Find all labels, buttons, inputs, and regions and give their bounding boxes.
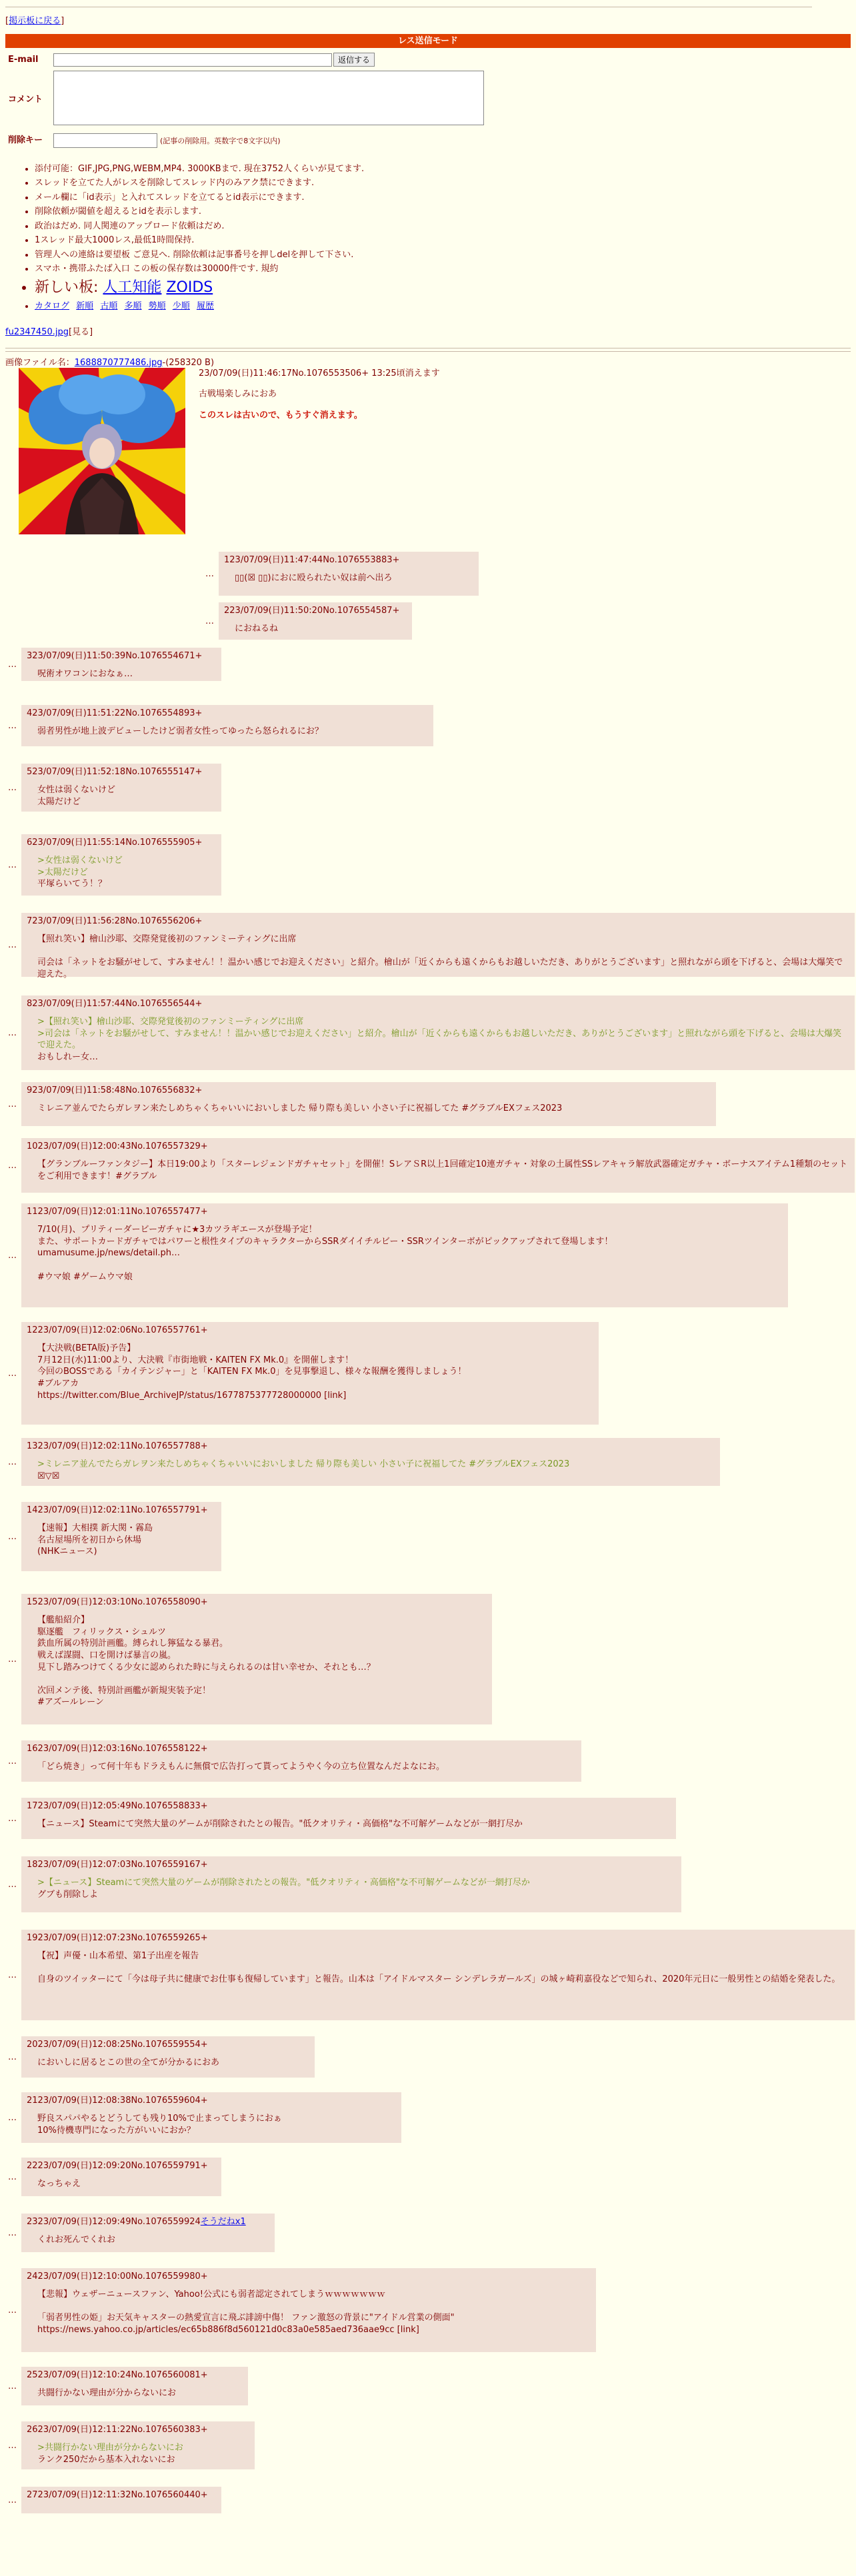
body-line: ミレニア並んでたらガレヲン来たしめちゃくちゃいいにおいしました 帰り際も美しい 小さい子に祝福してた #グラブルEXフェス2023	[37, 1103, 563, 1114]
body-line: おもしれー女…	[37, 1051, 99, 1062]
sort-few-link[interactable]: 少順	[172, 301, 190, 311]
rule-item: • メール欄に「id表示」と入れてスレッドを立てるとid表示にできます.	[35, 192, 851, 204]
reply-mode-bar: レス送信モード	[5, 34, 851, 49]
reply-gutter: …	[8, 659, 17, 670]
body-line: 10%待機専門になった方がいいにおか？	[37, 2125, 195, 2136]
delete-key-label: 削除キー	[8, 135, 43, 145]
reply-body	[37, 1614, 487, 1708]
reply-number: 1	[224, 554, 230, 565]
reply-header[interactable]	[27, 916, 849, 928]
reply-body	[37, 2178, 216, 2190]
body-line: umamusume.jp/news/detail.ph…	[37, 1248, 181, 1259]
reply-number: 19	[27, 1932, 38, 1943]
reply-body	[37, 1761, 576, 1773]
reply-body	[37, 1818, 671, 1830]
reply-number: 13	[27, 1441, 38, 1451]
rule-item: • 添付可能：GIF,JPG,PNG,WEBM,MP4. 3000KBまで. 現在3752人くらいが見てます.	[35, 163, 851, 175]
body-line: 自身のツイッターにて「今は母子共に健康でお仕事も復帰しています」と報告。山本は「アイドルマスター シンデレラガールズ」の城ヶ崎莉嘉役などで知られ、2020年元日に一般男性との結婚を発表した。	[37, 1974, 841, 1985]
body-line: 野良スパパやるとどうしても残り10%で止まってしまうにおぁ	[37, 2114, 282, 2124]
submit-reply-button[interactable]: 返信する	[333, 53, 375, 67]
reply-box	[21, 995, 855, 1070]
reply-number: 5	[27, 766, 33, 777]
uploaded-file-line	[5, 326, 851, 338]
reply-header[interactable]	[224, 605, 407, 617]
body-line: 見下し踏みつけてくる少女に認められた時に与えられるのは甘い幸せか、それとも…？	[37, 1662, 375, 1672]
reply-box	[21, 2421, 255, 2469]
history-link[interactable]: 履歴	[196, 301, 214, 311]
reply-header[interactable]	[27, 2039, 309, 2051]
body-line: https://twitter.com/Blue_ArchiveJP/status/1677875377728000000 [link]	[37, 1390, 347, 1401]
back-to-board-link[interactable]: 掲示板に戻る	[9, 16, 61, 26]
body-line: 鉄血所属の特別計画艦。縛られし獰猛なる暴君。	[37, 1638, 229, 1649]
reply-box	[21, 648, 221, 681]
new-boards-label: 新しい板:	[35, 279, 99, 297]
reply-box	[21, 1082, 716, 1126]
reply-body	[37, 726, 428, 738]
reply-header[interactable]	[27, 2160, 216, 2172]
body-line: におねるね	[235, 624, 279, 634]
reply-body	[37, 934, 849, 980]
body-line	[37, 1259, 783, 1271]
reply-gutter: …	[8, 860, 17, 870]
reply-meta[interactable]: 23/07/09(日)11:47:44No.1076553883+	[229, 554, 400, 565]
reply-gutter: …	[8, 1457, 17, 1467]
reply-meta[interactable]: 23/07/09(日)12:10:24No.1076560081+	[37, 2369, 208, 2380]
body-line: また、サポートカードガチャではパワーと根性タイプのキャラクターからSSRダイイチルビー・SSRツインターボがピックアップされて登場します！	[37, 1236, 613, 1247]
op-post	[199, 368, 440, 422]
body-line: 弱者男性が地上波デビューしたけど弱者女性ってゆったら怒られるにお？	[37, 726, 323, 737]
reply-number: 23	[27, 2216, 38, 2227]
reply-box	[21, 1322, 599, 1425]
reply-header[interactable]	[27, 1505, 216, 1517]
reply-gutter: …	[8, 1099, 17, 1109]
reply-box	[21, 2158, 221, 2196]
op-file-info	[5, 357, 851, 369]
reply-gutter: …	[8, 782, 17, 793]
body-line	[37, 1673, 487, 1685]
body-line: 【大決戦(BETA版)予告】	[37, 1343, 136, 1354]
reply-gutter: …	[8, 2495, 17, 2505]
body-line: 平塚らいてう！？	[37, 879, 107, 890]
body-line: 7/10(月)、プリティーダービーガチャに★3カツラギエースが登場予定！	[37, 1225, 317, 1235]
reply-body	[37, 1224, 783, 1283]
op-body: 古戦場楽しみにおあ	[199, 389, 277, 400]
reply-body	[37, 2057, 309, 2069]
reply-header[interactable]	[27, 1206, 783, 1218]
body-line: 今回のBOSSである「カイテンジャー」と「KAITEN FX Mk.0」を見事撃退し、様々な報酬を獲得しましょう！	[37, 1367, 467, 1377]
reply-meta[interactable]: 23/07/09(日)12:08:38No.1076559604+	[37, 2095, 208, 2106]
reply-meta[interactable]: 23/07/09(日)12:02:06No.1076557761+	[37, 1325, 208, 1335]
reply-box	[21, 1438, 720, 1486]
body-line: 共闘行かない理由が分からないにお	[37, 2388, 177, 2399]
op-thumbnail-image[interactable]	[19, 368, 185, 534]
body-line: においしに居るとこの世の全てが分かるにおあ	[37, 2058, 220, 2068]
body-line: 【ニュース】Steamにて突然大量のゲームが削除されたとの報告。"低クオリティ・高価格"な不可解ゲームなどが一網打尽か	[37, 1819, 523, 1830]
reply-body	[37, 1950, 849, 1986]
new-board-link-zoids[interactable]: ZOIDS	[166, 279, 213, 297]
body-line: #ブルアカ	[37, 1378, 79, 1389]
reply-body	[37, 1459, 715, 1482]
reply-gutter: …	[8, 2052, 17, 2062]
reply-meta[interactable]: 23/07/09(日)11:58:48No.1076556832+	[32, 1085, 203, 1095]
reply-meta[interactable]: 23/07/09(日)12:07:23No.1076559265+	[37, 1932, 208, 1943]
reply-box	[21, 1594, 492, 1724]
reply-number: 25	[27, 2369, 38, 2380]
reply-meta[interactable]: 23/07/09(日)12:05:49No.1076558833+	[37, 1800, 208, 1811]
reply-header[interactable]	[27, 837, 216, 849]
catalog-link[interactable]: カタログ	[35, 301, 70, 311]
delete-key-input[interactable]	[53, 133, 157, 148]
reply-header[interactable]	[27, 2369, 243, 2381]
reply-number: 3	[27, 650, 33, 661]
reply-gutter: …	[8, 1368, 17, 1379]
body-line	[37, 1962, 849, 1974]
reply-meta[interactable]: 23/07/09(日)12:07:03No.1076559167+	[37, 1859, 208, 1870]
body-line: https://news.yahoo.co.jp/articles/ec65b886f8d560121d0c83a0e585aed736aae9cc [link]	[37, 2324, 419, 2335]
reply-gutter: …	[8, 2440, 17, 2451]
reply-box	[21, 2487, 221, 2513]
board-rules	[35, 163, 851, 313]
body-line: 【祝】声優・山本希望、第1子出産を報告	[37, 1951, 199, 1962]
reply-header[interactable]	[27, 2271, 591, 2283]
reply-meta[interactable]: 23/07/09(日)12:03:16No.1076558122+	[37, 1743, 208, 1754]
quote-line: >司会は「ネットをお騒がせして、すみません！！温かい感じでお迎えください」と紹介。檜山が「近くからも遠くからもお越しいただき、ありがとうございます」と照れながら頭を下げると、会場は大爆笑で迎えた。	[37, 1028, 842, 1051]
reply-header[interactable]	[27, 2095, 396, 2107]
reply-header[interactable]	[27, 2216, 269, 2228]
quote-line: >【ニュース】Steamにて突然大量のゲームが削除されたとの報告。"低クオリティ・高価格"な不可解ゲームなどが一網打尽か	[37, 1878, 530, 1888]
body-line: くれお死んでくれお	[37, 2235, 116, 2246]
reply-number: 8	[27, 998, 33, 1009]
reply-meta[interactable]: 23/07/09(日)12:11:22No.1076560383+	[37, 2424, 208, 2435]
expire-warning: このスレは古いので、もうすぐ消えます。	[199, 410, 363, 420]
reply-header[interactable]	[27, 2489, 216, 2501]
reply-number: 14	[27, 1505, 38, 1515]
body-line: 次回メンテ後、特別計画艦が新規実装予定！	[37, 1685, 211, 1696]
email-input[interactable]	[53, 53, 332, 67]
body-line: 【照れ笑い】檜山沙耶、交際発覚後初のファンミーティングに出席	[37, 934, 297, 945]
reply-number: 20	[27, 2039, 38, 2050]
reply-number: 12	[27, 1325, 38, 1335]
reply-body	[235, 623, 407, 635]
body-line	[37, 946, 849, 958]
body-line: 戦えば謀闘、口を開けば暴言の嵐。	[37, 1650, 177, 1660]
reply-box	[21, 1856, 681, 1912]
quote-line: >【照れ笑い】檜山沙耶、交際発覚後初のファンミーティングに出席	[37, 1017, 304, 1027]
body-line: グブも削除しよ	[37, 1889, 99, 1900]
reply-meta[interactable]: 23/07/09(日)12:02:11No.1076557791+	[37, 1505, 208, 1515]
rule-item: • 政治はだめ. 同人関連のアップロード依頼はだめ.	[35, 221, 851, 233]
body-line: 女性は弱くないけど	[37, 785, 116, 796]
reply-box	[21, 2268, 596, 2352]
reply-gutter: …	[8, 1531, 17, 1542]
reply-box	[21, 834, 221, 896]
sort-new-link[interactable]: 新順	[76, 301, 94, 311]
reply-number: 18	[27, 1859, 38, 1870]
comment-textarea[interactable]	[53, 71, 484, 125]
reply-meta[interactable]: 23/07/09(日)11:56:28No.1076556206+	[32, 916, 203, 926]
body-line: 「弱者男性の姫」お天気キャスターの熱愛宣言に飛ぶ誹謗中傷！ ファン激怒の背景に"アイドル営業の側面"	[37, 2313, 455, 2323]
body-line: 「どら焼き」って何十年もドラえもんに無償で広告打って貰ってようやく今の立ち位置なんだよなにお。	[37, 1762, 445, 1772]
new-boards-item	[35, 278, 851, 298]
reply-meta[interactable]: 23/07/09(日)12:02:11No.1076557788+	[37, 1441, 208, 1451]
reply-gutter: …	[8, 1813, 17, 1824]
reply-box	[21, 764, 221, 812]
reply-body	[37, 668, 216, 680]
quote-line: >ミレニア並んでたらガレヲン来たしめちゃくちゃいいにおいしました 帰り際も美しい 小さい子に祝福してた #グラブルEXフェス2023	[37, 1459, 570, 1470]
reply-meta[interactable]: 23/07/09(日)12:00:43No.1076557329+	[37, 1141, 208, 1151]
rule-item: • スレッドを立てた人がレスを削除してスレッド内のみアク禁にできます.	[35, 177, 851, 189]
reply-header[interactable]	[27, 998, 849, 1010]
delete-key-note: (記事の削除用。英数字で8文字以内)	[160, 137, 281, 146]
reply-meta[interactable]: 23/07/09(日)12:11:32No.1076560440+	[37, 2489, 208, 2500]
reply-meta[interactable]: 23/07/09(日)11:57:44No.1076556544+	[32, 998, 203, 1009]
quote-line: >女性は弱くないけど	[37, 856, 123, 866]
reply-body	[37, 1103, 711, 1115]
body-line: なっちゃえ	[37, 2179, 81, 2190]
body-line: 【艦船紹介】	[37, 1615, 90, 1626]
sort-momentum-link[interactable]: 勢順	[148, 301, 166, 311]
reply-number: 6	[27, 837, 33, 848]
body-line: 呪術オワコンにおなぁ…	[37, 669, 133, 680]
body-line: 【悲報】ウェザーニュースファン、Yahoo!公式にも弱者認定されてしまうｗｗｗｗｗｗｗ	[37, 2289, 386, 2300]
reply-header[interactable]	[27, 708, 428, 720]
reply-number: 7	[27, 916, 33, 926]
reply-body	[37, 855, 216, 890]
rule-item[interactable]: • 管理人への連絡は要望板 ご意見へ. 削除依頼は記事番号を押しdelを押して下さい.	[35, 249, 851, 261]
reply-header[interactable]	[27, 1597, 487, 1609]
op-header[interactable]: 23/07/09(日)11:46:17No.1076553506+ 13:25頃消えます	[199, 368, 440, 378]
reply-body	[37, 2113, 396, 2136]
reply-meta[interactable]: 23/07/09(日)11:52:18No.1076555147+	[32, 766, 203, 777]
reply-meta[interactable]: 23/07/09(日)11:55:14No.1076555905+	[32, 837, 203, 848]
body-line: ランク250だから基本入れないにお	[37, 2454, 175, 2465]
reply-body	[37, 2234, 269, 2246]
reply-gutter: …	[8, 1970, 17, 1980]
view-file-suffix[interactable]: [見る]	[68, 327, 93, 338]
reply-gutter: …	[8, 1879, 17, 1890]
sodane-button[interactable]: そうだねx1	[200, 2216, 246, 2227]
reply-number: 24	[27, 2271, 38, 2281]
reply-header[interactable]	[27, 1085, 711, 1097]
reply-gutter: …	[8, 2172, 17, 2182]
reply-number: 10	[27, 1141, 38, 1151]
reply-box	[21, 2036, 315, 2078]
reply-form	[5, 51, 487, 150]
reply-number: 2	[224, 605, 230, 616]
reply-number: 9	[27, 1085, 33, 1095]
body-line: 太陽だけど	[37, 796, 81, 807]
reply-box	[21, 705, 433, 746]
body-line: #ウマ娘 #ゲームウマ娘	[37, 1271, 133, 1282]
reply-box	[219, 552, 479, 596]
reply-box	[21, 2214, 275, 2252]
quote-line: >太陽だけど	[37, 867, 88, 878]
reply-header[interactable]	[27, 766, 216, 778]
body-line: (NHKニュース)	[37, 1547, 97, 1557]
reply-header[interactable]	[27, 1859, 676, 1871]
reply-body	[37, 2442, 249, 2465]
sort-old-link[interactable]: 古順	[100, 301, 118, 311]
reply-gutter: …	[8, 2305, 17, 2315]
reply-number: 16	[27, 1743, 38, 1754]
reply-body	[37, 784, 216, 808]
reply-gutter: …	[8, 1756, 17, 1766]
op-file-label: 画像ファイル名：	[5, 357, 75, 368]
reply-gutter: …	[8, 2381, 17, 2391]
uploaded-file-link[interactable]: fu2347450.jpg	[5, 327, 69, 338]
reply-box	[21, 1740, 581, 1782]
sort-many-link[interactable]: 多順	[124, 301, 142, 311]
reply-body	[235, 572, 473, 584]
reply-number: 22	[27, 2160, 38, 2171]
body-line: 駆逐艦 フィリックス・シュルツ	[37, 1626, 167, 1637]
body-line: ▯▯(☒ ▯▯)におに殴られたい奴は前へ出ろ	[235, 573, 393, 584]
body-line: 7月12日(水)11:00より、大決戦『市街地戦・KAITEN FX Mk.0』を開催します！	[37, 1355, 354, 1365]
reply-meta[interactable]: 23/07/09(日)12:09:20No.1076559791+	[37, 2160, 208, 2171]
reply-box	[21, 913, 855, 977]
reply-gutter: …	[8, 1027, 17, 1038]
reply-number: 27	[27, 2489, 38, 2500]
reply-body	[37, 2387, 243, 2399]
reply-number: 11	[27, 1206, 38, 1217]
reply-gutter: …	[8, 2112, 17, 2123]
body-line: ☒▽☒	[37, 1471, 60, 1481]
reply-gutter: …	[205, 568, 214, 579]
comment-label: コメント	[8, 95, 43, 105]
reply-box	[21, 1203, 788, 1307]
reply-header[interactable]	[27, 1141, 849, 1153]
body-line	[37, 2301, 591, 2313]
reply-gutter: …	[8, 940, 17, 950]
reply-gutter: …	[8, 1250, 17, 1261]
reply-box	[219, 602, 412, 640]
reply-body	[37, 1159, 849, 1182]
reply-number: 17	[27, 1800, 38, 1811]
reply-box	[21, 2092, 401, 2143]
reply-body	[37, 1523, 216, 1558]
reply-header[interactable]	[27, 1325, 593, 1337]
reply-box	[21, 1930, 855, 2020]
reply-box	[21, 1502, 221, 1571]
reply-number: 15	[27, 1597, 38, 1607]
catalog-links	[35, 301, 851, 313]
reply-number: 21	[27, 2095, 38, 2106]
body-line: #アズールレーン	[37, 1697, 104, 1708]
reply-header[interactable]	[27, 1932, 849, 1944]
reply-body	[37, 2289, 591, 2335]
reply-header[interactable]	[27, 1441, 715, 1453]
reply-body	[37, 1343, 593, 1401]
reply-meta[interactable]: 23/07/09(日)12:03:10No.1076558090+	[37, 1597, 208, 1607]
body-line: 司会は「ネットをお騒がせして、すみません！！温かい感じでお迎えください」と紹介。檜山が「近くからも遠くからもお越しいただき、ありがとうございます」と照れながら頭を下げると、会場は大爆笑で迎えた。	[37, 958, 843, 979]
reply-header[interactable]	[27, 2424, 249, 2436]
reply-meta[interactable]: 23/07/09(日)12:01:11No.1076557477+	[37, 1206, 208, 1217]
reply-header[interactable]	[27, 1800, 671, 1812]
reply-body	[37, 1016, 849, 1063]
body-line: 【グランブルーファンタジー】本日19:00より「スターレジェンドガチャセット」を開催！SレアＳR以上1回確定10連ガチャ・対象の土属性SSレアキャラ解放武器確定ガチャ・ボーナスアイテム1種類のセットをご利用できます！#グラブル	[37, 1159, 848, 1181]
reply-gutter: …	[205, 616, 214, 626]
reply-meta[interactable]: 23/07/09(日)11:50:39No.1076554671+	[32, 650, 203, 661]
reply-box	[21, 1138, 855, 1193]
reply-header[interactable]	[27, 650, 216, 662]
reply-gutter: …	[8, 720, 17, 731]
new-board-link-ai[interactable]: 人工知能	[103, 279, 162, 297]
reply-meta[interactable]: 23/07/09(日)11:50:20No.1076554587+	[229, 605, 400, 616]
reply-number: 4	[27, 708, 33, 718]
rule-item: • 削除依頼が閾値を超えるとidを表示します.	[35, 206, 851, 218]
reply-body	[37, 1877, 676, 1900]
reply-meta[interactable]: 23/07/09(日)12:10:00No.1076559980+	[37, 2271, 208, 2281]
thread-divider	[5, 348, 851, 352]
reply-number: 26	[27, 2424, 38, 2435]
op-file-size: -(258320 B)	[162, 357, 215, 368]
thread	[5, 357, 851, 2576]
rule-item[interactable]: • スマホ・携帯ふたば入口 この板の保存数は30000件です. 規約	[35, 263, 851, 275]
reply-gutter: …	[8, 1654, 17, 1664]
reply-header[interactable]	[224, 554, 473, 566]
quote-line: >共闘行かない理由が分からないにお	[37, 2443, 183, 2453]
reply-meta[interactable]: 23/07/09(日)11:51:22No.1076554893+	[32, 708, 203, 718]
body-line: 名古屋場所を初日から休場	[37, 1535, 142, 1545]
reply-gutter: …	[8, 1160, 17, 1171]
reply-gutter: …	[8, 2228, 17, 2238]
reply-box	[21, 2367, 248, 2405]
email-label: E-mail	[8, 54, 39, 65]
reply-box	[21, 1798, 676, 1839]
rule-item: • 1スレッド最大1000レス,最低1時間保持.	[35, 235, 851, 247]
reply-meta[interactable]: 23/07/09(日)12:09:49No.1076559924	[37, 2216, 201, 2227]
back-link-wrapper: [掲示板に戻る]	[5, 16, 65, 26]
reply-header[interactable]	[27, 1743, 576, 1755]
op-file-link[interactable]: 1688870777486.jpg	[74, 357, 163, 368]
reply-meta[interactable]: 23/07/09(日)12:08:25No.1076559554+	[37, 2039, 208, 2050]
body-line: 【速報】大相撲 新大関・霧島	[37, 1523, 153, 1534]
